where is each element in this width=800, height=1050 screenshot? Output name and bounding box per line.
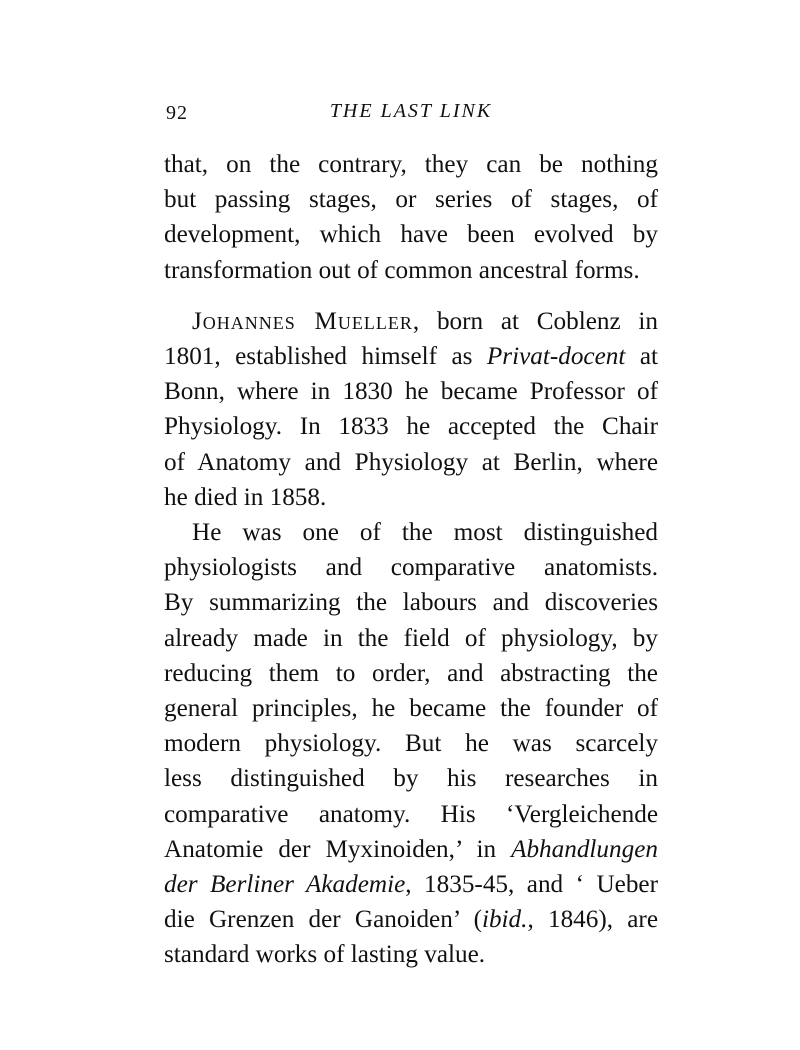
running-title: THE LAST LINK — [329, 100, 493, 122]
person-name: Johannes Mueller — [192, 307, 413, 335]
text-line: general principles, he became the founder of — [164, 695, 658, 723]
text-line: of Anatomy and Physiology at Berlin, where — [164, 448, 658, 476]
paragraph-mueller-works — [164, 515, 658, 973]
text-line: but passing stages, or series of stages, of — [164, 186, 658, 214]
text-line: Bonn, where in 1830 he became Professor of — [164, 378, 658, 406]
text-line: less distinguished by his researches in — [164, 765, 658, 793]
text-line: he died in 1858. — [164, 483, 327, 511]
text-line: Physiology. In 1833 he accepted the Chair — [164, 413, 658, 441]
text-line: already made in the field of physiology, by — [164, 624, 658, 652]
italic-term: Privat-docent — [486, 343, 626, 371]
text-line: standard works of lasting value. — [164, 941, 486, 969]
body-text — [164, 147, 658, 973]
text-line: 1801, established himself as Privat-docent at — [164, 343, 658, 371]
text-line: der Berliner Akademie, 1835-45, and ‘ Ueber — [164, 871, 658, 899]
text-line: Johannes Mueller, born at Coblenz in — [192, 307, 658, 335]
italic-title: der Berliner Akademie — [164, 871, 406, 899]
text-line: die Grenzen der Ganoiden’ (ibid., 1846), are — [164, 906, 659, 934]
text-line: comparative anatomy. His ‘Vergleichende — [164, 800, 658, 828]
text-line: transformation out of common ancestral forms. — [164, 256, 640, 284]
text-line: physiologists and comparative anatomists. — [164, 554, 658, 582]
text-line: reducing them to order, and abstracting the — [164, 659, 658, 687]
page-number: 92 — [166, 102, 188, 124]
text-line: that, on the contrary, they can be nothing — [164, 151, 658, 178]
paragraph-continuation — [164, 147, 658, 288]
paragraph-mueller-bio — [164, 304, 658, 515]
text-line: modern physiology. But he was scarcely — [164, 730, 658, 758]
text-line: By summarizing the labours and discoveries — [164, 589, 658, 617]
running-head — [166, 100, 656, 130]
text-line: He was one of the most distinguished — [192, 519, 658, 547]
text-line: Anatomie der Myxinoiden,’ in Abhandlungen — [164, 835, 658, 863]
text-line: development, which have been evolved by — [164, 221, 658, 249]
italic-title: Abhandlungen — [511, 835, 658, 863]
italic-term: ibid. — [481, 906, 528, 934]
